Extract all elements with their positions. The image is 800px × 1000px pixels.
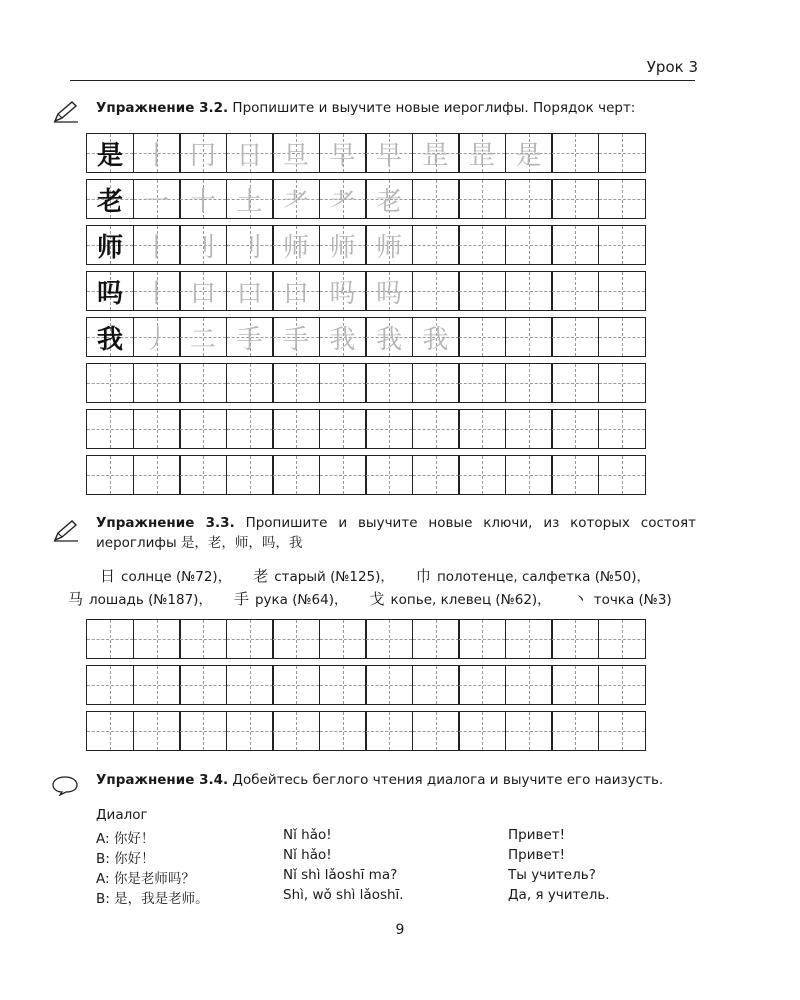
empty-grid-cell[interactable] <box>86 363 134 403</box>
trace-character: 冂 <box>189 140 216 171</box>
empty-grid-cell[interactable] <box>412 409 460 449</box>
grid-cell <box>133 179 181 219</box>
grid-cell <box>598 179 646 219</box>
radical-hanzi: 老 <box>253 567 269 585</box>
model-character: 吗 <box>96 278 123 309</box>
trace-character: 耂 <box>282 186 309 217</box>
dialog-pinyin: Nǐ shì lǎoshī ma? <box>283 867 398 883</box>
empty-grid-cell[interactable] <box>272 455 320 495</box>
radical-item <box>370 588 551 611</box>
trace-character: 吗 <box>375 278 402 309</box>
empty-grid-cell[interactable] <box>412 363 460 403</box>
practice-grid <box>86 619 644 751</box>
empty-grid-cell[interactable] <box>365 409 413 449</box>
exercise-3-2-title: Упражнение 3.2. <box>96 100 229 116</box>
grid-cell <box>505 271 553 311</box>
empty-grid-cell[interactable] <box>86 665 134 705</box>
empty-grid-cell[interactable] <box>272 363 320 403</box>
trace-character: 昰 <box>422 140 449 171</box>
trace-character: 十 <box>189 186 216 217</box>
grid-cell <box>505 133 553 173</box>
dialog-translation: Ты учитель? <box>508 867 596 883</box>
grid-cell <box>598 317 646 357</box>
grid-cell <box>598 271 646 311</box>
trace-character: 早 <box>375 140 402 171</box>
grid-cell <box>412 271 460 311</box>
empty-grid-cell[interactable] <box>412 711 460 751</box>
radical-meaning: старый (№125)， <box>274 569 394 585</box>
radical-hanzi: 马 <box>68 590 84 608</box>
empty-grid-cell[interactable] <box>86 619 134 659</box>
empty-grid-cell[interactable] <box>598 711 646 751</box>
empty-grid-cell[interactable] <box>458 711 506 751</box>
dialog-hanzi: B: 你好！ <box>96 851 155 867</box>
radical-item <box>416 565 650 588</box>
grid-cell <box>365 179 413 219</box>
empty-grid-cell[interactable] <box>551 363 599 403</box>
trace-character: 丨 <box>143 232 170 263</box>
grid-cell <box>86 179 134 219</box>
dialog-translation: Привет! <box>508 847 566 863</box>
empty-grid-cell[interactable] <box>86 711 134 751</box>
stroke-order-grid <box>86 133 644 495</box>
trace-character: 我 <box>422 324 449 355</box>
trace-character: 师 <box>329 232 356 263</box>
empty-grid-cell[interactable] <box>551 619 599 659</box>
grid-cell <box>272 225 320 265</box>
trace-character: 老 <box>375 186 402 217</box>
radicals-list <box>68 565 708 611</box>
grid-cell <box>505 317 553 357</box>
page-number: 9 <box>395 922 405 938</box>
grid-cell <box>86 133 134 173</box>
empty-grid-cell[interactable] <box>365 711 413 751</box>
trace-character: 刂 <box>236 232 263 263</box>
grid-cell <box>133 271 181 311</box>
trace-character: 丿 <box>143 324 170 355</box>
radical-hanzi: 手 <box>233 590 249 608</box>
grid-cell <box>133 133 181 173</box>
empty-grid-cell[interactable] <box>319 455 367 495</box>
grid-cell <box>319 271 367 311</box>
grid-cell <box>551 179 599 219</box>
empty-grid-cell[interactable] <box>226 455 274 495</box>
grid-cell <box>458 133 506 173</box>
empty-grid-cell[interactable] <box>272 409 320 449</box>
grid-cell <box>272 271 320 311</box>
grid-cell <box>365 133 413 173</box>
empty-grid-cell[interactable] <box>458 409 506 449</box>
empty-grid-cell[interactable] <box>133 665 181 705</box>
dialog-line <box>96 827 610 847</box>
empty-grid-cell[interactable] <box>505 665 553 705</box>
radical-meaning: лошадь (№187)， <box>89 592 212 608</box>
grid-cell <box>226 179 274 219</box>
grid-cell <box>272 133 320 173</box>
empty-grid-cell[interactable] <box>551 665 599 705</box>
lesson-title: Урок 3 <box>646 58 698 76</box>
radical-hanzi: 日 <box>100 567 116 585</box>
trace-character: 是 <box>515 140 542 171</box>
exercise-3-3-title: Упражнение 3.3. <box>96 515 235 531</box>
dialog-line <box>96 867 610 887</box>
grid-cell <box>133 225 181 265</box>
grid-cell <box>86 271 134 311</box>
grid-cell <box>412 225 460 265</box>
radical-item <box>234 588 348 611</box>
empty-grid-cell[interactable] <box>226 363 274 403</box>
grid-cell <box>179 133 227 173</box>
empty-grid-cell[interactable] <box>133 363 181 403</box>
grid-cell <box>179 317 227 357</box>
trace-character: 口 <box>282 278 309 309</box>
empty-grid-cell[interactable] <box>272 619 320 659</box>
exercise-3-4-instruction: Добейтесь беглого чтения диалога и выучите его наизусть. <box>232 772 664 788</box>
exercise-3-3-heading <box>96 513 696 553</box>
empty-grid-cell[interactable] <box>458 619 506 659</box>
grid-cell <box>319 133 367 173</box>
grid-cell <box>86 317 134 357</box>
radical-meaning: копье, клевец (№62)， <box>390 592 551 608</box>
empty-grid-cell[interactable] <box>226 409 274 449</box>
empty-grid-cell[interactable] <box>319 665 367 705</box>
grid-cell <box>412 317 460 357</box>
radical-meaning: рука (№64)， <box>254 592 348 608</box>
trace-character: 旦 <box>282 140 309 171</box>
radical-item <box>253 565 394 588</box>
empty-grid-cell[interactable] <box>598 619 646 659</box>
dialog-hanzi: B: 是，我是老师。 <box>96 891 209 907</box>
trace-character: 手 <box>236 324 263 355</box>
grid-cell <box>226 225 274 265</box>
grid-cell <box>226 133 274 173</box>
exercise-3-4-heading <box>96 770 716 790</box>
model-character: 我 <box>96 324 123 355</box>
trace-character: 师 <box>375 232 402 263</box>
empty-grid-cell[interactable] <box>365 455 413 495</box>
grid-cell <box>505 225 553 265</box>
grid-cell <box>179 271 227 311</box>
exercise-3-2-instruction: Пропишите и выучите новые иероглифы. Порядок черт: <box>232 100 636 116</box>
pencil-icon <box>52 100 80 124</box>
radical-hanzi: 巾 <box>415 567 431 585</box>
grid-cell <box>551 225 599 265</box>
empty-grid-cell[interactable] <box>133 409 181 449</box>
exercise-3-3-instruction: Пропишите и выучите новые ключи, из которых состоят иероглифы 是，老，师，吗，我 <box>96 515 696 551</box>
grid-cell <box>272 317 320 357</box>
empty-grid-cell[interactable] <box>598 363 646 403</box>
dialog-block <box>96 807 610 907</box>
speech-bubble-icon <box>50 774 78 798</box>
grid-cell <box>551 317 599 357</box>
trace-character: 口 <box>189 278 216 309</box>
grid-cell <box>551 271 599 311</box>
empty-grid-cell[interactable] <box>598 665 646 705</box>
grid-cell <box>319 225 367 265</box>
trace-character: 刂 <box>189 232 216 263</box>
trace-character: 日 <box>236 140 263 171</box>
empty-grid-cell[interactable] <box>505 455 553 495</box>
empty-grid-cell[interactable] <box>226 711 274 751</box>
radical-hanzi: 丶 <box>572 590 588 608</box>
empty-grid-cell[interactable] <box>319 409 367 449</box>
empty-grid-cell[interactable] <box>598 409 646 449</box>
trace-character: 耂 <box>329 186 356 217</box>
empty-grid-cell[interactable] <box>598 455 646 495</box>
dialog-table <box>96 827 610 907</box>
trace-character: 师 <box>282 232 309 263</box>
grid-cell <box>551 133 599 173</box>
radical-item <box>68 588 212 611</box>
empty-grid-cell[interactable] <box>179 409 227 449</box>
trace-character: 手 <box>282 324 309 355</box>
radical-item <box>100 565 231 588</box>
empty-grid-cell[interactable] <box>86 455 134 495</box>
grid-cell <box>319 317 367 357</box>
empty-grid-cell[interactable] <box>505 409 553 449</box>
radical-hanzi: 戈 <box>369 590 385 608</box>
empty-grid-cell[interactable] <box>319 363 367 403</box>
pencil-icon <box>52 519 80 543</box>
grid-cell <box>598 225 646 265</box>
empty-grid-cell[interactable] <box>551 711 599 751</box>
dialog-translation: Привет! <box>508 827 566 843</box>
trace-character: 昰 <box>468 140 495 171</box>
empty-grid-cell[interactable] <box>458 455 506 495</box>
dialog-hanzi: A: 你好！ <box>96 831 155 847</box>
trace-character: 二 <box>189 324 216 355</box>
empty-grid-cell[interactable] <box>412 665 460 705</box>
radical-meaning: солнце (№72)， <box>121 569 232 585</box>
grid-cell <box>179 179 227 219</box>
trace-character: 一 <box>143 186 170 217</box>
empty-grid-cell[interactable] <box>365 619 413 659</box>
grid-cell <box>458 179 506 219</box>
empty-grid-cell[interactable] <box>505 363 553 403</box>
empty-grid-cell[interactable] <box>458 363 506 403</box>
empty-grid-cell[interactable] <box>319 711 367 751</box>
empty-grid-cell[interactable] <box>226 619 274 659</box>
trace-character: 早 <box>329 140 356 171</box>
grid-cell <box>598 133 646 173</box>
grid-cell <box>412 133 460 173</box>
dialog-hanzi: A: 你是老师吗？ <box>96 871 195 887</box>
model-character: 是 <box>96 140 123 171</box>
grid-cell <box>179 225 227 265</box>
grid-cell <box>458 225 506 265</box>
grid-cell <box>505 179 553 219</box>
empty-grid-cell[interactable] <box>179 455 227 495</box>
trace-character: 丨 <box>143 140 170 171</box>
empty-grid-cell[interactable] <box>179 619 227 659</box>
exercise-3-4-title: Упражнение 3.4. <box>96 772 229 788</box>
grid-cell <box>365 271 413 311</box>
empty-grid-cell[interactable] <box>319 619 367 659</box>
empty-grid-cell[interactable] <box>412 619 460 659</box>
trace-character: 吗 <box>329 278 356 309</box>
grid-cell <box>365 317 413 357</box>
empty-grid-cell[interactable] <box>551 455 599 495</box>
empty-grid-cell[interactable] <box>179 711 227 751</box>
trace-character: 口 <box>236 278 263 309</box>
dialog-line <box>96 887 610 907</box>
empty-grid-cell[interactable] <box>505 711 553 751</box>
grid-cell <box>319 179 367 219</box>
grid-cell <box>365 225 413 265</box>
radical-item <box>573 588 672 611</box>
grid-cell <box>226 271 274 311</box>
empty-grid-cell[interactable] <box>86 409 134 449</box>
empty-grid-cell[interactable] <box>272 665 320 705</box>
empty-grid-cell[interactable] <box>179 665 227 705</box>
trace-character: 土 <box>236 186 263 217</box>
radical-meaning: полотенце, салфетка (№50)， <box>436 569 650 585</box>
dialog-title: Диалог <box>96 807 148 823</box>
model-character: 师 <box>96 232 123 263</box>
empty-grid-cell[interactable] <box>272 711 320 751</box>
empty-grid-cell[interactable] <box>412 455 460 495</box>
grid-cell <box>458 317 506 357</box>
grid-cell <box>226 317 274 357</box>
empty-grid-cell[interactable] <box>505 619 553 659</box>
empty-grid-cell[interactable] <box>458 665 506 705</box>
dialog-pinyin: Shì, wǒ shì lǎoshī. <box>283 887 404 903</box>
empty-grid-cell[interactable] <box>365 363 413 403</box>
grid-cell <box>86 225 134 265</box>
header-divider <box>70 80 695 81</box>
trace-character: 丨 <box>143 278 170 309</box>
grid-cell <box>272 179 320 219</box>
grid-cell <box>458 271 506 311</box>
empty-grid-cell[interactable] <box>133 619 181 659</box>
empty-grid-cell[interactable] <box>133 455 181 495</box>
empty-grid-cell[interactable] <box>179 363 227 403</box>
dialog-pinyin: Nǐ hǎo! <box>283 847 332 863</box>
model-character: 老 <box>96 186 123 217</box>
trace-character: 我 <box>329 324 356 355</box>
dialog-pinyin: Nǐ hǎo! <box>283 827 332 843</box>
dialog-translation: Да, я учитель. <box>508 887 610 903</box>
dialog-line <box>96 847 610 867</box>
empty-grid-cell[interactable] <box>365 665 413 705</box>
empty-grid-cell[interactable] <box>226 665 274 705</box>
empty-grid-cell[interactable] <box>551 409 599 449</box>
empty-grid-cell[interactable] <box>133 711 181 751</box>
grid-cell <box>412 179 460 219</box>
trace-character: 我 <box>375 324 402 355</box>
radical-meaning: точка (№3) <box>593 592 672 608</box>
grid-cell <box>133 317 181 357</box>
exercise-3-2-heading <box>96 98 716 118</box>
